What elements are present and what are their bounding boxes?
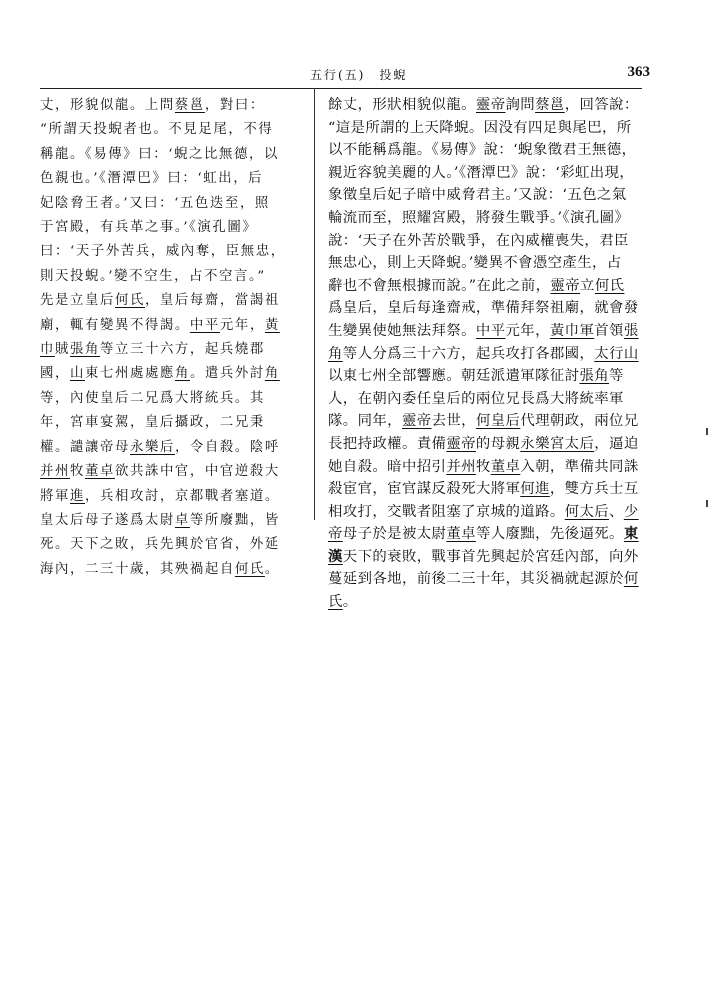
proper-name: 何氏 — [234, 561, 265, 577]
text-line — [328, 252, 628, 275]
text-line — [328, 139, 637, 162]
text-run: 稱龍。《易傳》曰：‘蜺之比無德，以 — [40, 146, 280, 162]
proper-name: 張角 — [70, 342, 100, 358]
text-run: 長把持政權。責備 — [328, 435, 447, 452]
proper-name: 何氏 — [594, 277, 625, 294]
text-run: 隊。同年， — [328, 413, 402, 430]
proper-name: 卓 — [174, 512, 190, 528]
proper-name: 少 — [623, 503, 639, 520]
header-rule — [40, 88, 642, 89]
proper-name: 黃 — [264, 317, 280, 333]
proper-name: 何進 — [520, 481, 550, 498]
text-line — [328, 297, 639, 320]
proper-name: 張 — [623, 322, 639, 339]
text-line — [328, 433, 639, 456]
text-run: 爲皇后，皇后每逢齋戒，準備拜祭祖廟，就會發 — [328, 300, 639, 317]
running-title: 五行(五) 投蜺 — [310, 68, 408, 82]
page-number: 363 — [627, 64, 650, 80]
proper-name: 氏 — [328, 594, 343, 611]
text-run: 母子於是被太尉 — [342, 526, 447, 543]
proper-name: 靈帝 — [446, 435, 476, 452]
text-run: 生變異使她無法拜祭。 — [328, 322, 476, 339]
text-run: 權。譴讓帝母 — [40, 439, 130, 455]
text-line — [328, 94, 639, 117]
text-run: 國， — [40, 366, 70, 382]
text-run: 、 — [609, 503, 624, 520]
proper-name: 角 — [174, 366, 190, 382]
column-divider — [314, 88, 315, 520]
text-run: 元年， — [219, 317, 265, 333]
text-run: 死。天下之敗，兵先興於官省，外延 — [40, 537, 280, 553]
text-line — [40, 289, 310, 313]
text-line — [328, 456, 639, 479]
proper-name: 黃巾軍 — [549, 322, 595, 339]
text-run: 則天投蜺。’變不空生，占不空言。” — [40, 268, 266, 284]
text-run: 以東七州全部響應。朝廷派遣軍隊征討 — [328, 368, 580, 385]
text-run: ，令自殺。陰呼 — [174, 439, 280, 455]
text-run: 相攻打，交戰者阻塞了京城的道路。 — [328, 503, 565, 520]
proper-name: 董卓 — [490, 458, 521, 475]
text-line — [40, 558, 310, 582]
proper-name: 并州 — [40, 464, 70, 480]
text-run: 她自殺。暗中招引 — [328, 458, 447, 475]
text-run: 賊 — [55, 342, 70, 358]
proper-name: 蔡邕 — [174, 98, 205, 113]
text-line — [40, 192, 310, 216]
proper-name: 角 — [328, 345, 343, 362]
text-line — [40, 314, 310, 338]
text-run: 皇太后母子遂爲太尉 — [40, 512, 175, 528]
text-line — [40, 143, 310, 167]
text-line — [40, 265, 310, 289]
text-line — [40, 436, 310, 460]
text-run: 立 — [580, 277, 595, 294]
text-run: 象徵皇后妃子暗中威脅君主。’又說：‘五色之氣 — [328, 187, 627, 204]
text-line — [328, 410, 639, 433]
text-run: “這是所謂的上天降蜺。因没有四足與尾巴，所 — [328, 119, 632, 136]
text-run: 于宮殿，有兵革之事。’《演孔圖》 — [40, 220, 258, 236]
text-line — [40, 485, 310, 509]
proper-name: 何 — [623, 571, 639, 588]
text-run: ，兵相攻討，京都戰者塞道。 — [84, 488, 280, 504]
text-run: 先是立皇后 — [40, 293, 115, 309]
text-line — [328, 388, 628, 411]
proper-name: 張角 — [579, 368, 610, 385]
proper-name: 山 — [69, 366, 85, 382]
text-line — [40, 509, 310, 533]
text-run: 天下的衰敗，戰事首先興起於宮廷內部，向外 — [342, 548, 639, 565]
text-run: 餘丈，形狀相貌似龍。 — [328, 97, 476, 113]
text-run: 等所廢黜，皆 — [189, 512, 280, 528]
text-run: 東七州處處應 — [84, 366, 175, 382]
text-line — [328, 207, 628, 230]
text-run: 等立三十六方，起兵燒郡 — [99, 342, 265, 358]
text-run: ，回答說： — [564, 97, 639, 113]
text-run: 曰：‘天子外苦兵，威內奪，臣無忠， — [40, 244, 286, 260]
text-line — [40, 94, 310, 118]
proper-name: 帝 — [328, 526, 343, 543]
text-run: 以不能稱爲龍。《易傳》說：‘蜺象徵君王無德， — [328, 142, 637, 159]
text-run: 親近容貌美麗的人。’《潛潭巴》說：‘彩虹出現， — [328, 164, 635, 181]
page-header — [40, 62, 650, 84]
text-run: 等人分爲三十六方，起兵攻打各郡國， — [342, 345, 595, 362]
text-line — [40, 533, 310, 557]
proper-name: 漢 — [328, 547, 343, 565]
proper-name: 角 — [264, 366, 280, 382]
proper-name: 何氏 — [114, 293, 145, 309]
text-run: 將軍 — [40, 488, 70, 504]
text-run: 去世， — [431, 413, 476, 430]
proper-name: 并州 — [446, 458, 476, 475]
text-run: ，對曰： — [204, 98, 265, 113]
proper-name: 何皇后 — [475, 413, 521, 430]
text-run: 元年， — [505, 322, 550, 339]
text-run: 蔓延到各地，前後二三十年，其災禍就起源於 — [328, 571, 624, 588]
text-run: ，雙方兵士互 — [549, 481, 639, 498]
text-line — [328, 546, 639, 569]
proper-name: 太行山 — [594, 345, 639, 362]
text-run: 殺宦官，宦官謀反殺死大將軍 — [328, 481, 521, 498]
proper-name: 中平 — [189, 317, 220, 333]
text-line — [328, 117, 632, 140]
text-run: 無忠心，則上天降蜺。’變異不會憑空產生，占 — [328, 255, 622, 272]
proper-name: 進 — [69, 488, 85, 504]
proper-name: 蔡邕 — [535, 97, 565, 113]
proper-name: 何太后 — [564, 503, 610, 520]
text-run: 入朝，準備共同誅 — [520, 458, 639, 475]
text-run: 辭也不會無根據而說。”在此之前， — [328, 277, 551, 294]
text-run: ，皇后每齋，當謁祖 — [144, 293, 280, 309]
scan-mark — [706, 500, 708, 507]
proper-name: 永樂宮太后 — [520, 435, 595, 452]
text-run: 。 — [264, 561, 280, 577]
proper-name: 董卓 — [84, 464, 115, 480]
text-run: 妃陰脅王者。’又曰：‘五色迭至，照 — [40, 195, 270, 211]
text-line — [40, 338, 310, 362]
text-line — [328, 591, 628, 614]
text-run: 輪流而至，照耀宮殿，將發生戰爭。’《演孔圖》 — [328, 209, 630, 226]
text-line — [40, 387, 310, 411]
text-run: 。 — [342, 594, 358, 611]
text-line — [40, 362, 310, 386]
text-line — [40, 216, 310, 240]
translation-text-column — [328, 94, 639, 614]
text-line — [328, 230, 628, 253]
proper-name: 靈帝 — [401, 413, 432, 430]
scan-mark — [706, 428, 708, 435]
proper-name: 董卓 — [446, 526, 476, 543]
text-line — [40, 167, 310, 191]
text-run: 廟，輒有變異不得謁。 — [40, 317, 190, 333]
classical-text-column — [40, 94, 310, 582]
text-line — [328, 162, 635, 185]
text-run: 年，宮車宴駕，皇后攝政，二兄秉 — [40, 415, 265, 431]
proper-name: 中平 — [475, 322, 506, 339]
proper-name: 永樂后 — [129, 439, 175, 455]
proper-name: 巾 — [40, 342, 55, 358]
text-line — [40, 118, 310, 142]
text-run: 。遣兵外討 — [189, 366, 265, 382]
text-run: 欲共誅中官，中官逆殺大 — [114, 464, 280, 480]
text-run: 等人廢黜，先後逼死。 — [475, 526, 624, 543]
proper-name: 靈帝 — [550, 277, 581, 294]
text-run: 人，在朝內委任皇后的兩位兄長爲大將統率軍 — [328, 390, 624, 407]
text-run: 詢問 — [505, 97, 536, 113]
text-run: 說：‘天子在外苦於戰爭，在內威權喪失，君臣 — [328, 232, 629, 249]
text-run: “所謂天投蜺者也。不見足尾，不得 — [40, 122, 274, 138]
text-run: 丈，形貌似龍。上問 — [40, 98, 175, 113]
text-run: 色親也。’《潛潭巴》曰：‘虹出，后 — [40, 171, 264, 187]
text-run: 牧 — [475, 458, 491, 475]
proper-name: 東 — [623, 525, 639, 543]
text-line — [328, 568, 639, 591]
text-run: 的母親 — [475, 435, 521, 452]
proper-name: 靈帝 — [475, 97, 506, 113]
text-line — [328, 365, 628, 388]
text-line — [328, 275, 628, 298]
text-line — [40, 460, 310, 484]
text-run: 代理朝政，兩位兄 — [520, 413, 639, 430]
text-line — [328, 320, 639, 343]
text-line — [40, 411, 310, 435]
text-run: 首領 — [594, 322, 624, 339]
text-line — [328, 184, 628, 207]
text-line — [328, 478, 639, 501]
text-line — [328, 501, 639, 524]
text-run: 海內，二三十歲，其殃禍起自 — [40, 561, 235, 577]
text-run: 等 — [609, 368, 624, 385]
text-run: ，逼迫 — [594, 435, 639, 452]
text-line — [40, 240, 310, 264]
text-run: 等，內使皇后二兄爲大將統兵。其 — [40, 390, 265, 406]
text-line — [328, 343, 639, 366]
text-line — [328, 523, 639, 546]
text-run: 牧 — [69, 464, 85, 480]
